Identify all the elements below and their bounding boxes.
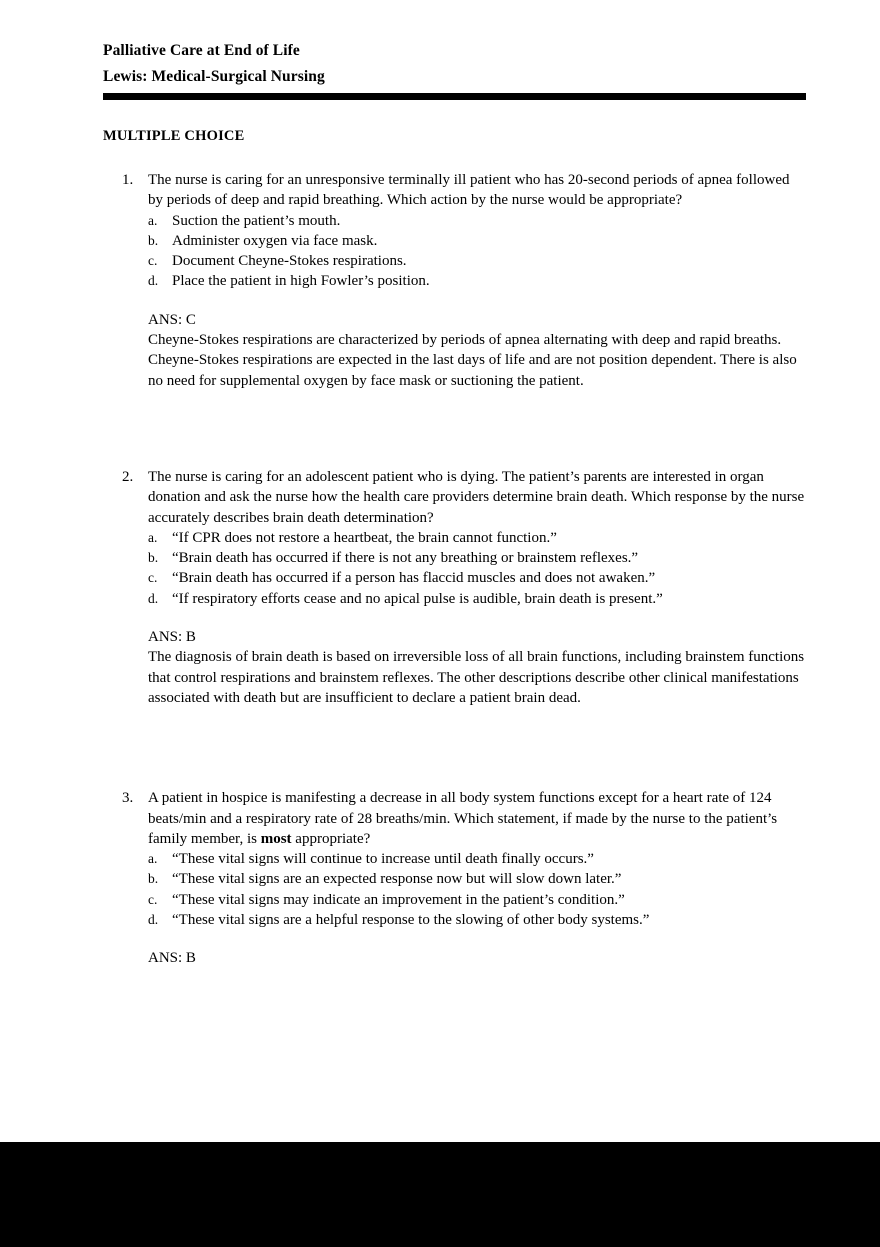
- option-letter: b.: [148, 232, 159, 248]
- option-text: “These vital signs may indicate an improvement in the patient’s condition.”: [172, 891, 625, 908]
- question-item: [0, 170, 880, 391]
- answer-rationale: The diagnosis of brain death is based on irreversible loss of all brain functions, including brainstem functions that control respirations and brainstem reflexes. The other descriptions describe other clinical manifestations associated with death but are insufficient to declare a patient brain dead.: [148, 649, 805, 706]
- answer-block: [148, 310, 808, 391]
- option-letter: c.: [148, 891, 158, 907]
- option-a[interactable]: [148, 849, 808, 869]
- option-letter: c.: [148, 253, 158, 269]
- section-heading-multiple-choice: MULTIPLE CHOICE: [103, 128, 245, 144]
- option-text: “Brain death has occurred if there is not any breathing or brainstem reflexes.”: [172, 550, 639, 567]
- answer-options: [148, 211, 808, 292]
- question-item: [0, 788, 880, 968]
- option-text: “These vital signs will continue to increase until death finally occurs.”: [172, 851, 594, 868]
- option-c[interactable]: [148, 890, 808, 910]
- question-stem-text-tail: appropriate?: [291, 830, 371, 847]
- header-divider-rule: [103, 93, 806, 100]
- question-spacer: [0, 708, 880, 788]
- document-title-line1: Palliative Care at End of Life: [103, 42, 300, 59]
- option-text: “These vital signs are a helpful response to the slowing of other body systems.”: [172, 912, 650, 929]
- question-stem: [148, 467, 808, 528]
- question-stem-emphasis: most: [260, 830, 292, 847]
- question-list: [0, 170, 880, 969]
- answer-options: [148, 849, 808, 930]
- option-text: “If CPR does not restore a heartbeat, the brain cannot function.”: [172, 529, 557, 546]
- question-stem: [148, 170, 808, 211]
- answer-rationale: Cheyne-Stokes respirations are characterized by periods of apnea alternating with deep and rapid breaths. Cheyne-Stokes respirations are expected in the last days of life and are not position dependent. There is also no need for supplemental oxygen by face mask or suctioning the patient.: [148, 332, 797, 389]
- answer-label: ANS: B: [148, 950, 196, 967]
- option-c[interactable]: [148, 251, 808, 271]
- page-bottom-band: [0, 1142, 880, 1247]
- option-letter: a.: [148, 851, 158, 867]
- option-c[interactable]: [148, 568, 808, 588]
- question-stem-text: The nurse is caring for an unresponsive terminally ill patient who has 20-second periods of apnea followed by periods of deep and rapid breathing. Which action by the nurse would be appropriate?: [148, 172, 790, 209]
- option-d[interactable]: [148, 271, 808, 291]
- option-letter: a.: [148, 529, 158, 545]
- option-letter: a.: [148, 212, 158, 228]
- option-letter: b.: [148, 871, 159, 887]
- question-stem-text: A patient in hospice is manifesting a decrease in all body system functions except for a heart rate of 124 beats/min and a respiratory rate of 28 breaths/min. Which statement, if made by the nurse to the patient’s family member, is: [148, 790, 778, 847]
- option-d[interactable]: [148, 910, 808, 930]
- option-letter: c.: [148, 570, 158, 586]
- document-header: [103, 38, 813, 90]
- option-text: “These vital signs are an expected response now but will slow down later.”: [172, 871, 622, 888]
- option-b[interactable]: [148, 869, 808, 889]
- answer-label: ANS: C: [148, 311, 196, 328]
- option-letter: d.: [148, 590, 159, 606]
- question-item: [0, 467, 880, 708]
- option-text: Place the patient in high Fowler’s position.: [172, 273, 430, 290]
- answer-block: [148, 627, 808, 708]
- option-d[interactable]: [148, 589, 808, 609]
- question-number: 2.: [122, 468, 134, 485]
- document-title-line2: Lewis: Medical-Surgical Nursing: [103, 68, 325, 85]
- answer-label: ANS: B: [148, 629, 196, 646]
- option-a[interactable]: [148, 528, 808, 548]
- option-text: Document Cheyne-Stokes respirations.: [172, 253, 407, 270]
- option-text: “If respiratory efforts cease and no apical pulse is audible, brain death is present.”: [172, 590, 663, 607]
- question-stem-text: The nurse is caring for an adolescent patient who is dying. The patient’s parents are interested in organ donation and ask the nurse how the health care providers determine brain death. Which response by the nurse accurately describes brain death determination?: [148, 468, 805, 526]
- question-stem: [148, 788, 808, 849]
- option-letter: b.: [148, 550, 159, 566]
- option-text: Administer oxygen via face mask.: [172, 232, 378, 249]
- option-b[interactable]: [148, 548, 808, 568]
- option-text: Suction the patient’s mouth.: [172, 212, 341, 229]
- question-spacer: [0, 391, 880, 467]
- option-a[interactable]: [148, 211, 808, 231]
- question-number: 1.: [122, 172, 134, 188]
- answer-block: [148, 948, 808, 968]
- option-letter: d.: [148, 273, 159, 289]
- option-letter: d.: [148, 912, 159, 928]
- answer-options: [148, 528, 808, 609]
- option-text: “Brain death has occurred if a person has flaccid muscles and does not awaken.”: [172, 570, 656, 587]
- option-b[interactable]: [148, 231, 808, 251]
- question-number: 3.: [122, 790, 134, 807]
